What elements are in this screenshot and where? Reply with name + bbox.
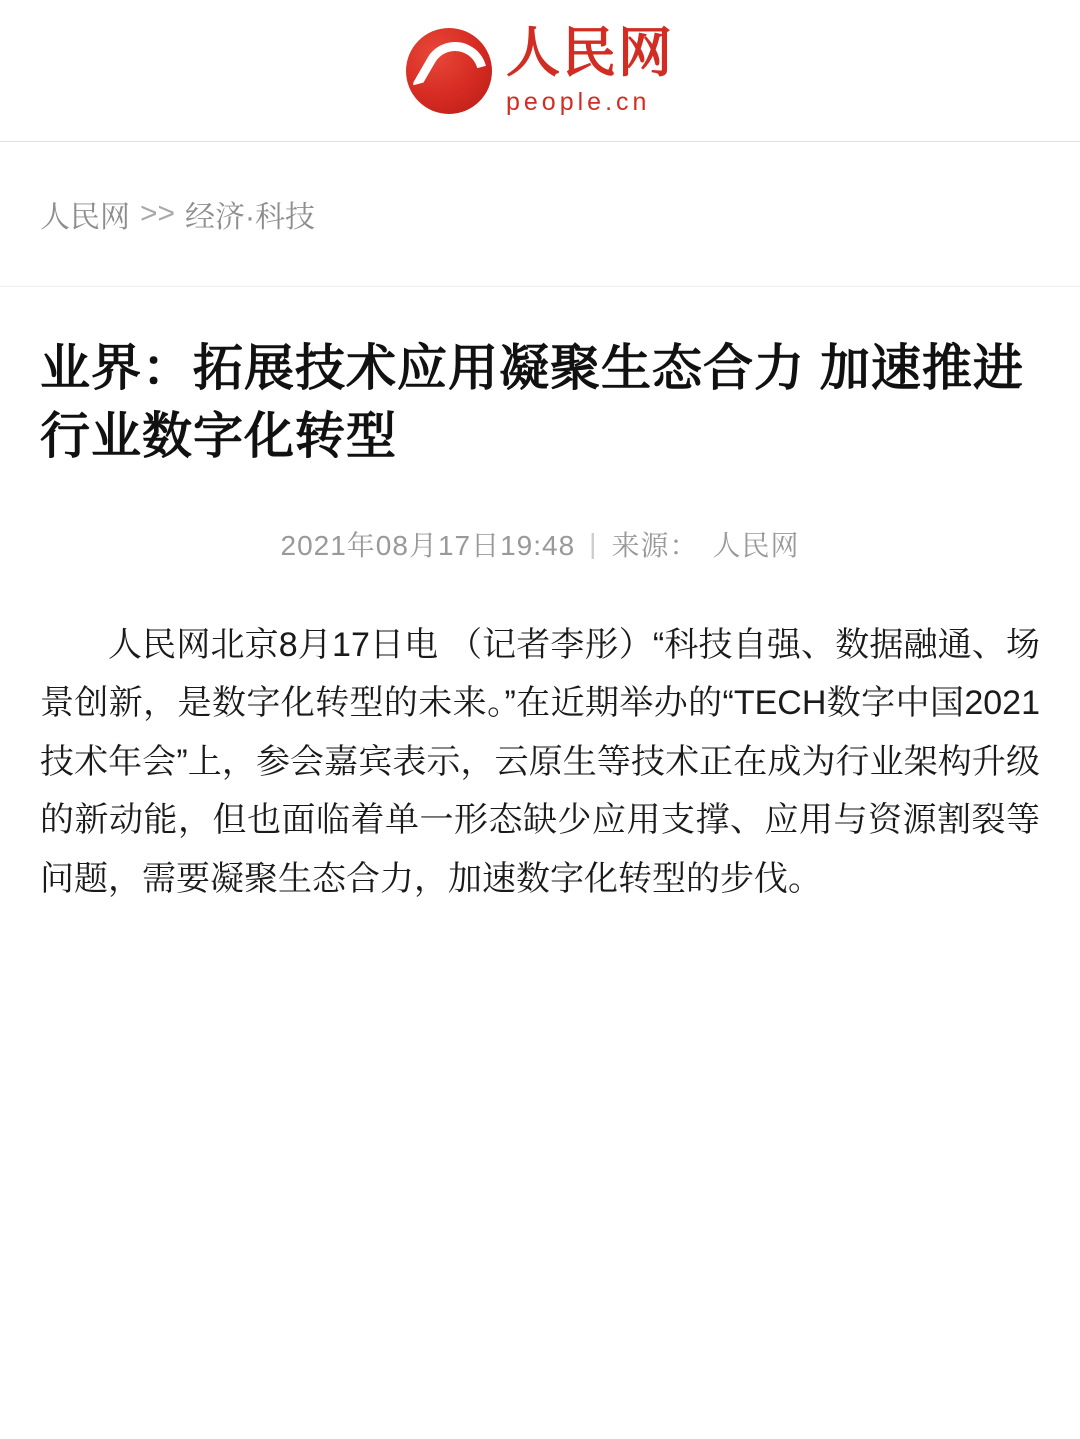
logo-title-cn: 人民网	[506, 23, 674, 83]
page-title: 业界：拓展技术应用凝聚生态合力 加速推进行业数字化转型	[40, 340, 1024, 464]
article-source-label: 来源：	[611, 530, 699, 561]
breadcrumb-item-home[interactable]: 人民网	[40, 201, 130, 234]
site-header	[0, 0, 1080, 142]
article-body	[40, 616, 1040, 908]
breadcrumb-separator: >>	[140, 197, 176, 230]
article	[0, 287, 1080, 908]
logo-title-en: people.cn	[506, 88, 651, 116]
site-logo[interactable]	[406, 23, 674, 116]
breadcrumb	[0, 142, 1080, 287]
article-datetime: 2021年08月17日19:48	[280, 530, 576, 561]
article-source: 人民网	[712, 530, 800, 561]
people-cn-logo-icon	[406, 28, 492, 114]
breadcrumb-item-section[interactable]: 经济·科技	[185, 201, 316, 234]
meta-divider: |	[589, 528, 598, 559]
article-paragraph: 人民网北京8月17日电 （记者李彤）“科技自强、数据融通、场景创新，是数字化转型的未来。”在近期举办的“TECH数字中国2021技术年会”上，参会嘉宾表示，云原生等技术正在成为行业架构升级的新动能，但也面临着单一形态缺少应用支撑、应用与资源割裂等问题，需要凝聚生态合力，加速数字化转型的步伐。	[40, 626, 1040, 898]
article-meta	[40, 524, 1040, 564]
logo-text-block	[506, 23, 674, 116]
